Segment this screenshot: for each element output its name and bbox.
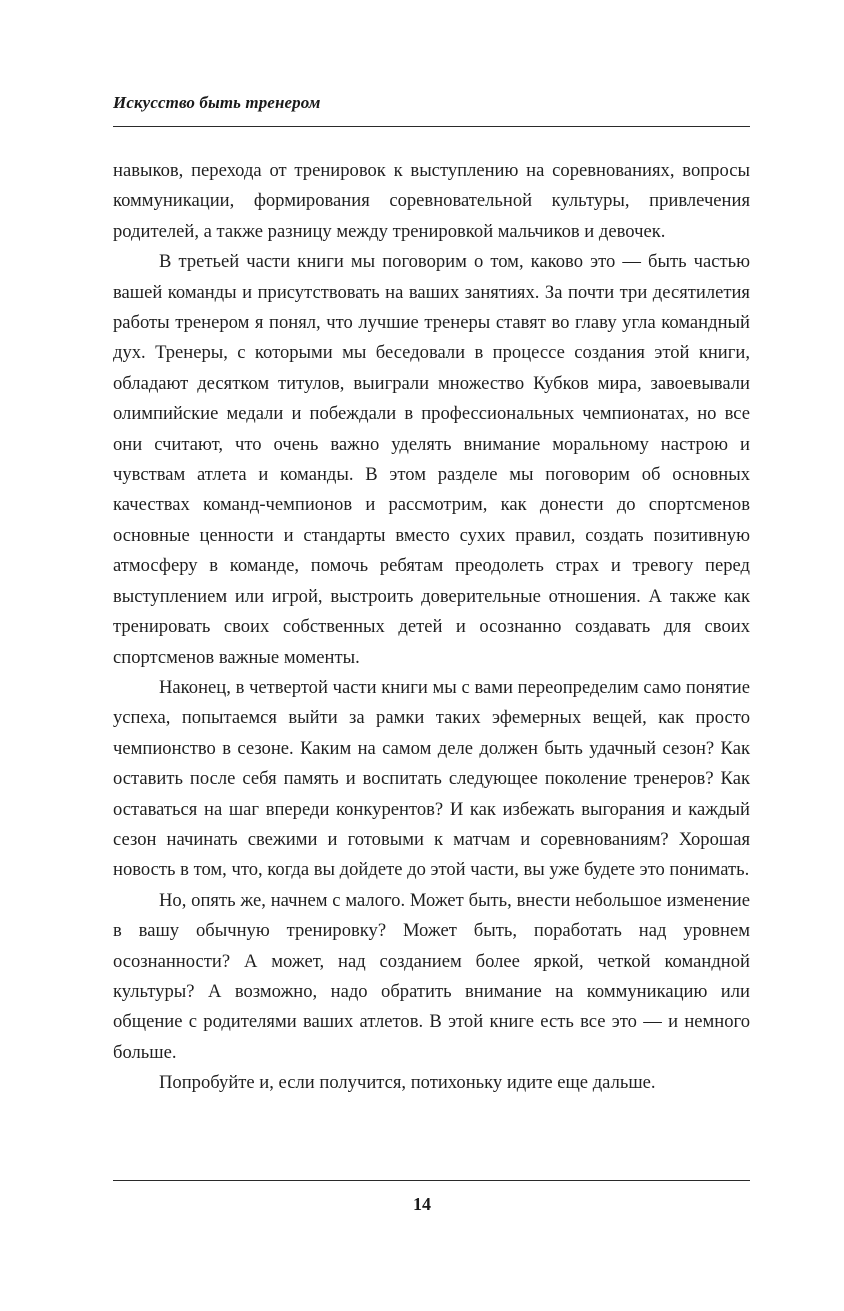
body-text	[113, 156, 750, 1099]
running-head-title: Искусство быть тренером	[113, 93, 321, 112]
paragraph-1: навыков, перехода от тренировок к выступлению на соревнованиях, вопросы коммуникации, формирования соревновательной культуры, привлечения родителей, а также разницу между тренировкой мальчиков и девочек.	[113, 160, 750, 242]
page-number: 14	[413, 1194, 431, 1214]
footer-divider	[113, 1180, 750, 1181]
header-divider	[113, 126, 750, 127]
paragraph-4: Но, опять же, начнем с малого. Может быть, внести небольшое изменение в вашу обычную тренировку? Может быть, поработать над уровнем осознанности? А может, над созданием более яркой, четкой командной культуры? А возможно, надо обратить внимание на коммуникацию или общение с родителями ваших атлетов. В этой книге есть все это — и немного больше.	[113, 889, 750, 1063]
paragraph-5: Попробуйте и, если получится, потихоньку идите еще дальше.	[159, 1072, 656, 1094]
paragraph-2: В третьей части книги мы поговорим о том, каково это — быть частью вашей команды и присутствовать на ваших занятиях. За почти три десятилетия работы тренером я понял, что лучшие тренеры ставят во главу угла командный дух. Тренеры, с которыми мы беседовали в процессе создания этой книги, обладают десятком титулов, выиграли множество Кубков мира, завоевывали олимпийские медали и побеждали в профессиональных чемпионатах, но все они считают, что очень важно уделять внимание моральному настрою и чувствам атлета и команды. В этом разделе мы поговорим об основных качествах команд-чемпионов и рассмотрим, как донести до спортсменов основные ценности и стандарты вместо сухих правил, создать позитивную атмосферу в команде, помочь ребятам преодолеть страх и тревогу перед выступлением или игрой, выстроить доверительные отношения. А также как тренировать своих собственных детей и осознанно создавать для своих спортсменов важные моменты.	[113, 251, 750, 668]
paragraph-3: Наконец, в четвертой части книги мы с вами переопределим само понятие успеха, попытаемся выйти за рамки таких эфемерных вещей, как просто чемпионство в сезоне. Каким на самом деле должен быть удачный сезон? Как оставить после себя память и воспитать следующее поколение тренеров? Как оставаться на шаг впереди конкурентов? И как избежать выгорания и каждый сезон начинать свежими и готовыми к матчам и соревнованиям? Хорошая новость в том, что, когда вы дойдете до этой части, вы уже будете это понимать.	[113, 676, 750, 881]
